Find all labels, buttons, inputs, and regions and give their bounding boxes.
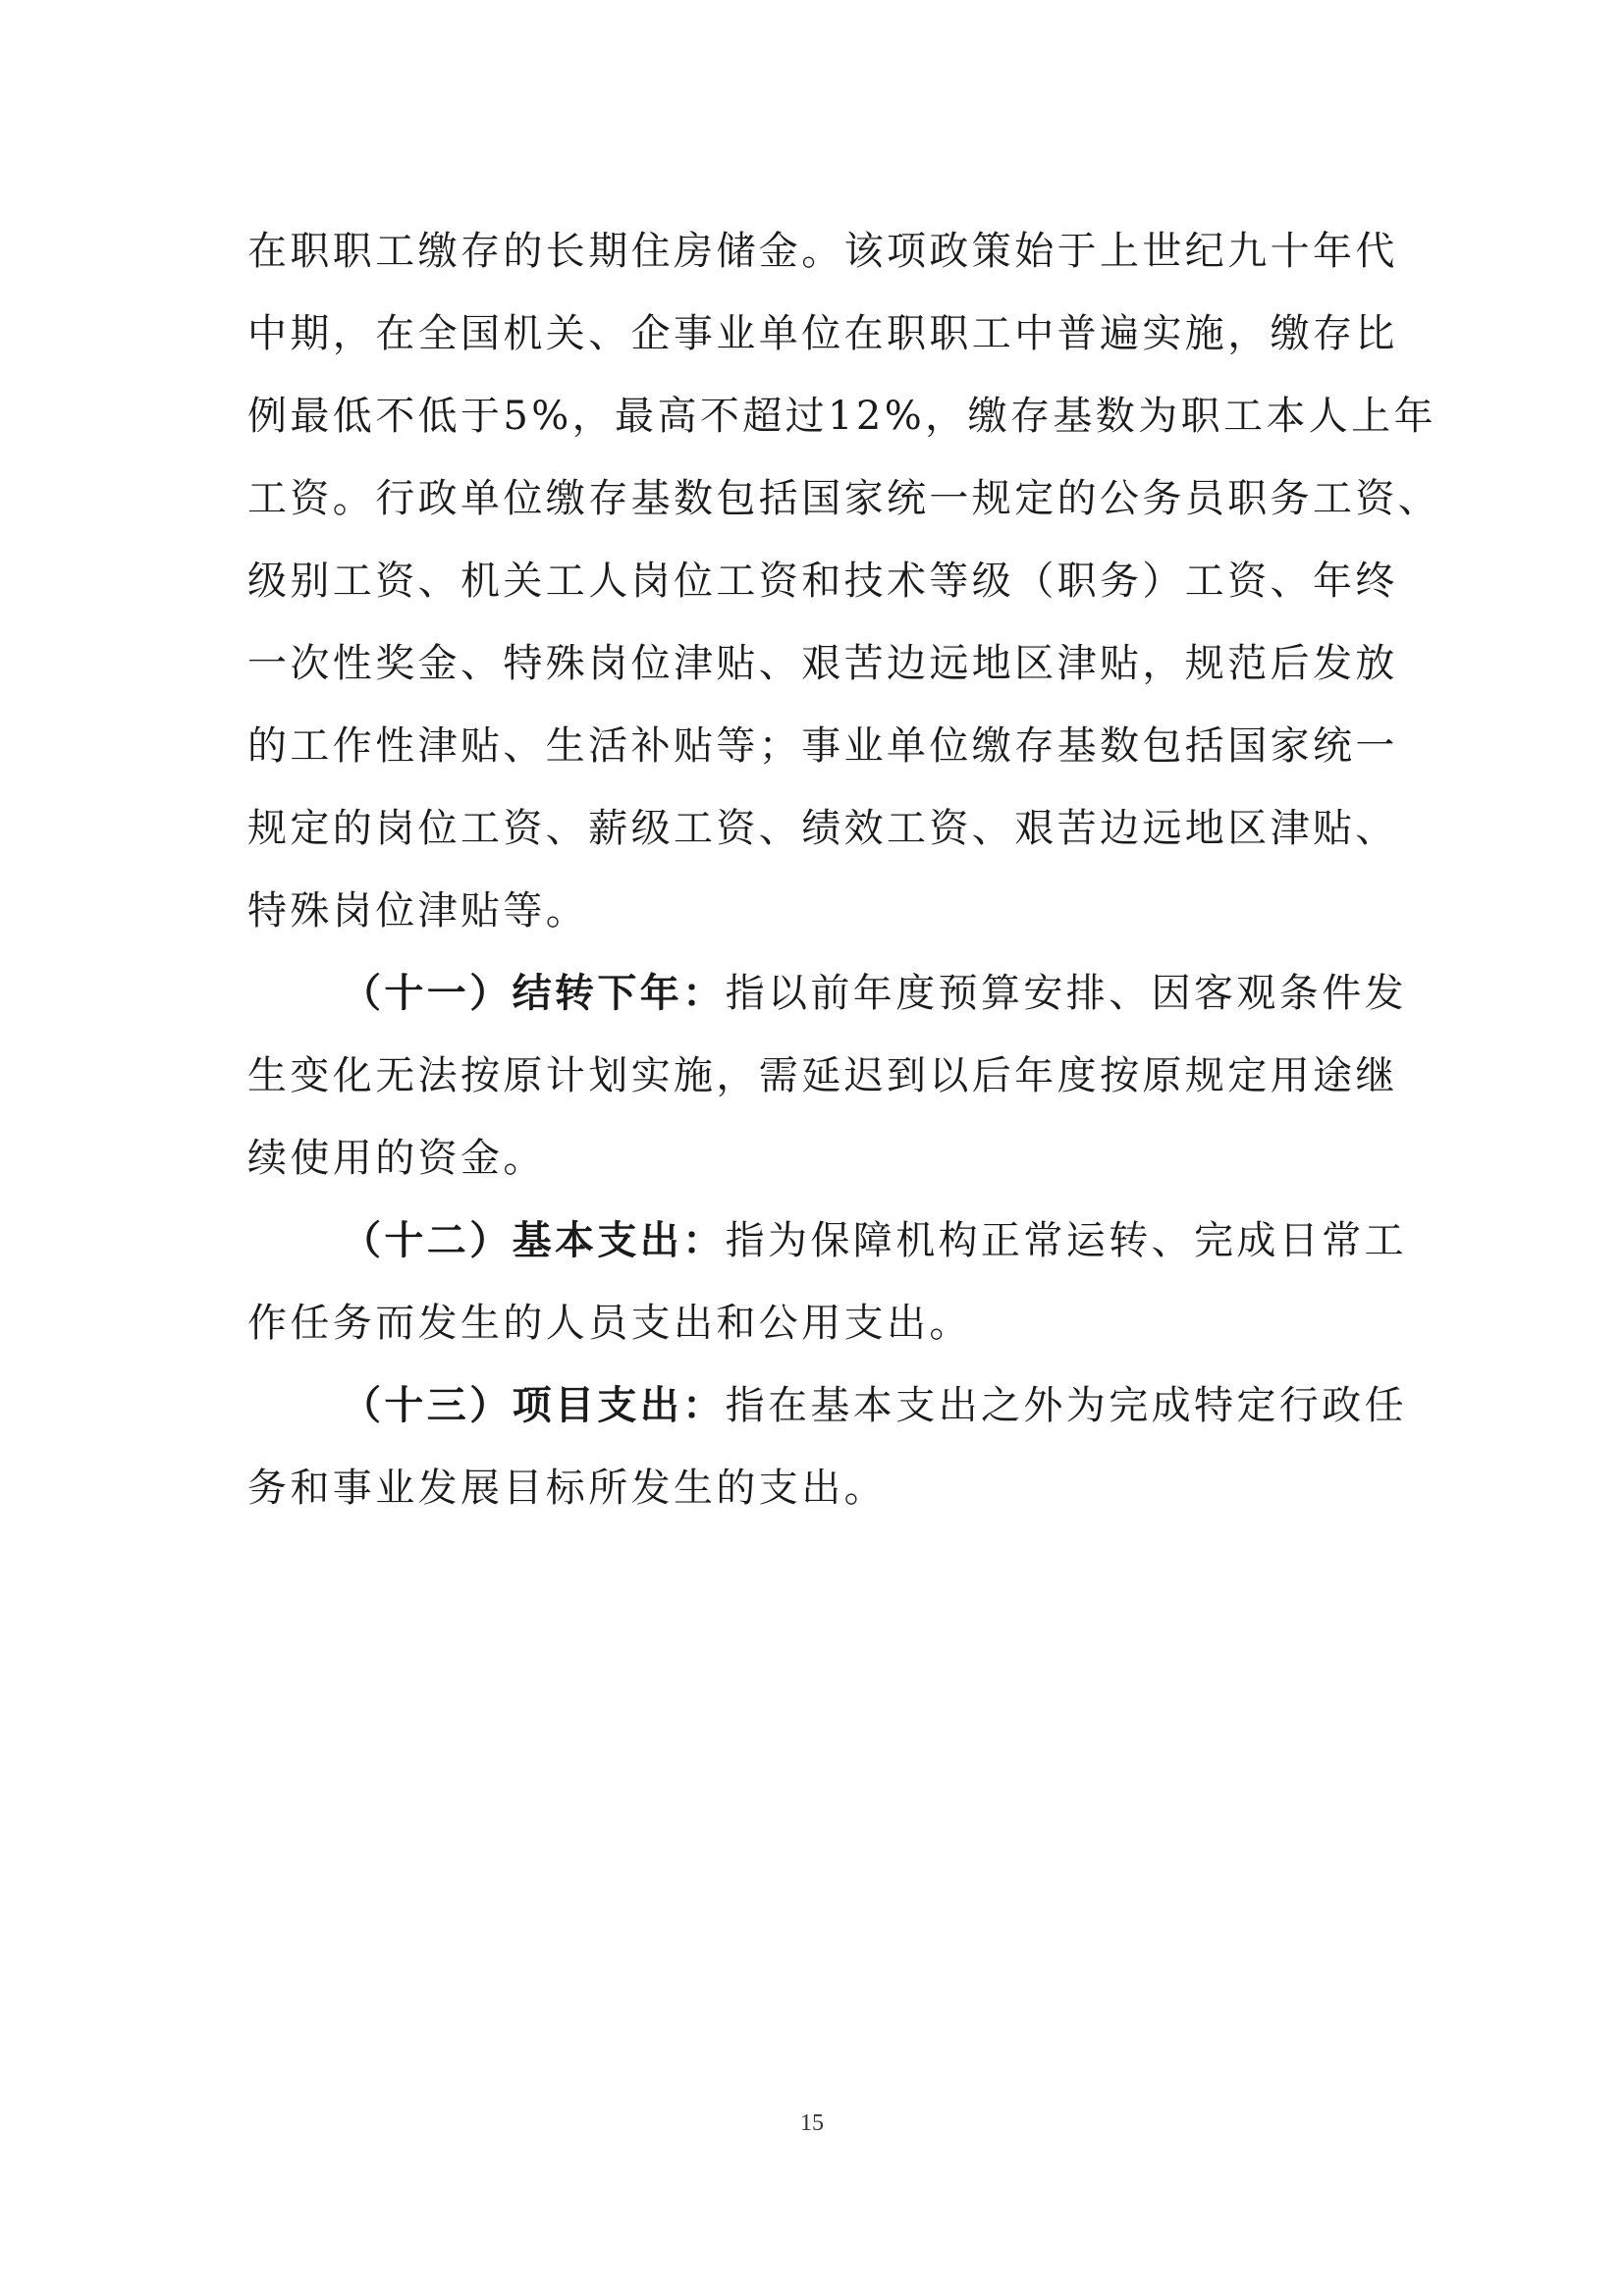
page-number: 15 <box>800 2110 824 2136</box>
text-line: 的工作性津贴、生活补贴等；事业单位缴存基数包括国家统一 <box>247 723 1398 769</box>
paragraph-project-expenditure <box>247 1364 1426 1529</box>
text-line: 工资。行政单位缴存基数包括国家统一规定的公务员职务工资、 <box>247 476 1441 521</box>
term-heading: （十二）基本支出： <box>342 1217 726 1263</box>
text-line: 级别工资、机关工人岗位工资和技术等级（职务）工资、年终 <box>247 559 1398 604</box>
text-line: 务和事业发展目标所发生的支出。 <box>247 1466 887 1511</box>
definition-text: 指为保障机构正常运转、完成日常工 <box>725 1218 1408 1263</box>
text-line <box>247 1364 1426 1447</box>
paragraph-housing-fund <box>247 210 1441 952</box>
text-line: 中期，在全国机关、企事业单位在职职工中普遍实施，缴存比 <box>247 311 1398 356</box>
text-line: 一次性奖金、特殊岗位津贴、艰苦边远地区津贴，规范后发放 <box>247 641 1398 686</box>
text-line <box>247 952 1426 1035</box>
definition-text: 指以前年度预算安排、因客观条件发 <box>725 971 1408 1016</box>
text-line: 特殊岗位津贴等。 <box>247 888 589 934</box>
text-line: 在职职工缴存的长期住房储金。该项政策始于上世纪九十年代 <box>247 229 1398 274</box>
paragraph-basic-expenditure <box>247 1200 1426 1364</box>
text-line: 规定的岗位工资、薪级工资、绩效工资、艰苦边远地区津贴、 <box>247 806 1398 851</box>
text-line: 生变化无法按原计划实施，需延迟到以后年度按原规定用途继 <box>247 1053 1398 1098</box>
document-body <box>247 210 1441 1529</box>
text-line <box>247 1200 1426 1282</box>
text-line: 作任务而发生的人员支出和公用支出。 <box>247 1301 972 1346</box>
paragraph-carryover <box>247 952 1426 1200</box>
term-heading: （十一）结转下年： <box>342 970 726 1016</box>
term-heading: （十三）项目支出： <box>342 1382 726 1428</box>
text-line: 续使用的资金。 <box>247 1136 546 1181</box>
definition-text: 指在基本支出之外为完成特定行政任 <box>725 1383 1408 1428</box>
text-line: 例最低不低于5%，最高不超过12%，缴存基数为职工本人上年 <box>247 394 1436 439</box>
